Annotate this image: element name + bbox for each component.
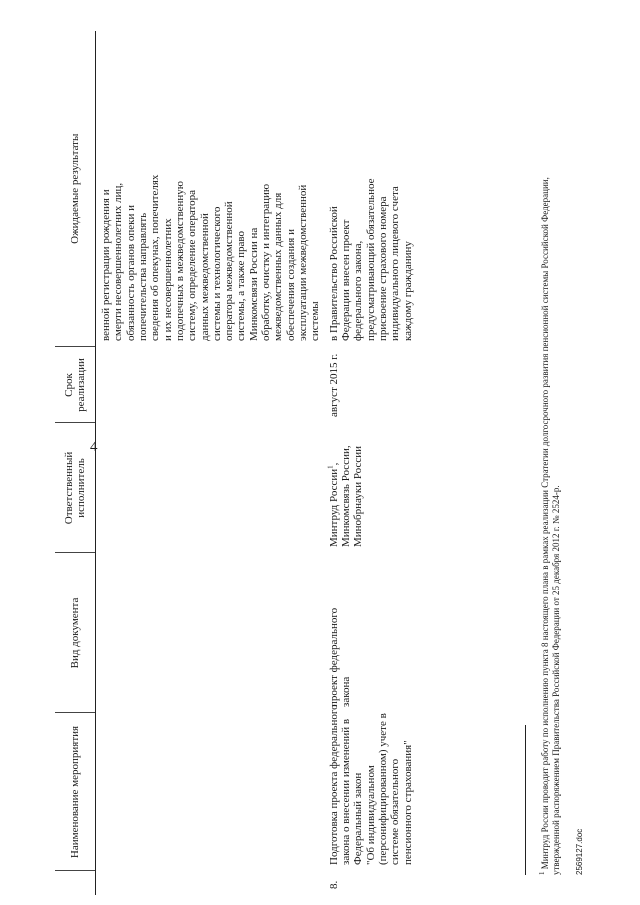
- header-document-type: Вид документа: [55, 553, 96, 713]
- result-line: и их несовершеннолетних: [161, 218, 174, 341]
- footnote-divider: [525, 725, 526, 875]
- result-line: каждому гражданину: [401, 241, 414, 341]
- result-line: межведомственных данных для: [272, 192, 285, 341]
- result-line: эксплуатации межведомственной: [297, 184, 309, 341]
- executor-comma: ,: [327, 462, 340, 466]
- result-line: присвоение страхового номера: [376, 196, 389, 341]
- result-line: предусматривающий обязательное: [364, 178, 377, 341]
- table-header-row: [55, 31, 96, 895]
- measure-name-cell: [324, 704, 416, 871]
- result-line: обработку, очистку и интеграцию: [260, 183, 273, 341]
- result-line: оператора межведомственной: [223, 201, 236, 341]
- measure-name-line: Подготовка проекта федерального: [327, 704, 340, 865]
- continuation-results-cell: [96, 31, 324, 347]
- document-type-line: проект федерального: [327, 607, 340, 707]
- result-line: индивидуального лицевого счета: [389, 186, 402, 341]
- result-line: подопечных в межведомственную: [173, 180, 186, 341]
- table-row-continuation: [96, 31, 324, 895]
- result-line: системы и технологического: [210, 206, 223, 341]
- footnote-reference: 1: [325, 465, 334, 469]
- page-number: 4: [90, 439, 98, 455]
- header-number: [55, 871, 96, 895]
- document-type-cell: [324, 553, 416, 713]
- executor-primary: Минтруд России: [327, 468, 340, 547]
- result-line: системы, а также право: [235, 231, 248, 341]
- executor-cell: [324, 423, 416, 553]
- result-line: обязанность органов опеки и: [124, 205, 137, 341]
- footnote-line: [540, 15, 551, 875]
- executor-line: Минобрнауки России: [352, 446, 365, 547]
- footnote-line: утвержденной распоряжением Правительства Российской Федерации от 25 декабря 2012 г. № 2524-р.: [551, 485, 562, 875]
- measure-name-line: закона о внесении изменений в: [339, 718, 352, 865]
- header-expected-results: Ожидаемые результаты: [55, 31, 96, 347]
- result-line: обеспечения создания и: [284, 229, 297, 341]
- document-filename: 2569127.doc: [575, 828, 584, 875]
- expected-results-cell: [324, 31, 416, 347]
- measure-name-line: (персонифицированном) учете в: [376, 713, 389, 865]
- result-line: Федерации внесен проект: [339, 219, 352, 341]
- footnote-mark: 1: [538, 871, 546, 875]
- result-line: систему, определение оператора: [186, 190, 199, 341]
- measure-name-line: системе обязательного: [389, 758, 402, 865]
- term-cell: август 2015 г.: [327, 353, 340, 417]
- footnote: [540, 15, 563, 875]
- result-line: попечительства направлять: [136, 212, 149, 341]
- measure-name-line: пенсионного страхования": [401, 740, 414, 865]
- result-line: данных межведомственной: [198, 213, 211, 341]
- measure-name-line: "Об индивидуальном: [364, 765, 377, 865]
- executor-line: Минкомсвязь России,: [339, 445, 352, 547]
- table-row: [324, 31, 416, 895]
- result-line: в Правительство Российской: [327, 206, 340, 341]
- footnote-text: Минтруд России проводит работу по исполнению пункта 8 настоящего плана в рамках реализации Стратегии долгосрочного развития пенсионной системы Российской Федерации,: [540, 177, 550, 872]
- measures-table: [55, 31, 416, 895]
- result-line: сведения об опекунах, попечителях: [149, 174, 162, 341]
- result-line: Минкомсвязи России на: [247, 227, 260, 341]
- row-number: 8.: [327, 880, 340, 889]
- executor-line: [325, 428, 340, 547]
- result-line: системы: [309, 301, 322, 341]
- measure-name-line: Федеральный закон: [352, 772, 365, 865]
- result-line: смерти несовершеннолетних лиц,: [112, 182, 125, 341]
- header-executor: Ответственный исполнитель: [55, 423, 96, 553]
- header-term: Срок реализации: [55, 347, 96, 423]
- header-measure-name: Наименование мероприятия: [55, 713, 96, 871]
- result-line: федерального закона,: [352, 240, 365, 341]
- result-line: венной регистрации рождения и: [100, 189, 112, 341]
- document-type-line: закона: [339, 676, 352, 707]
